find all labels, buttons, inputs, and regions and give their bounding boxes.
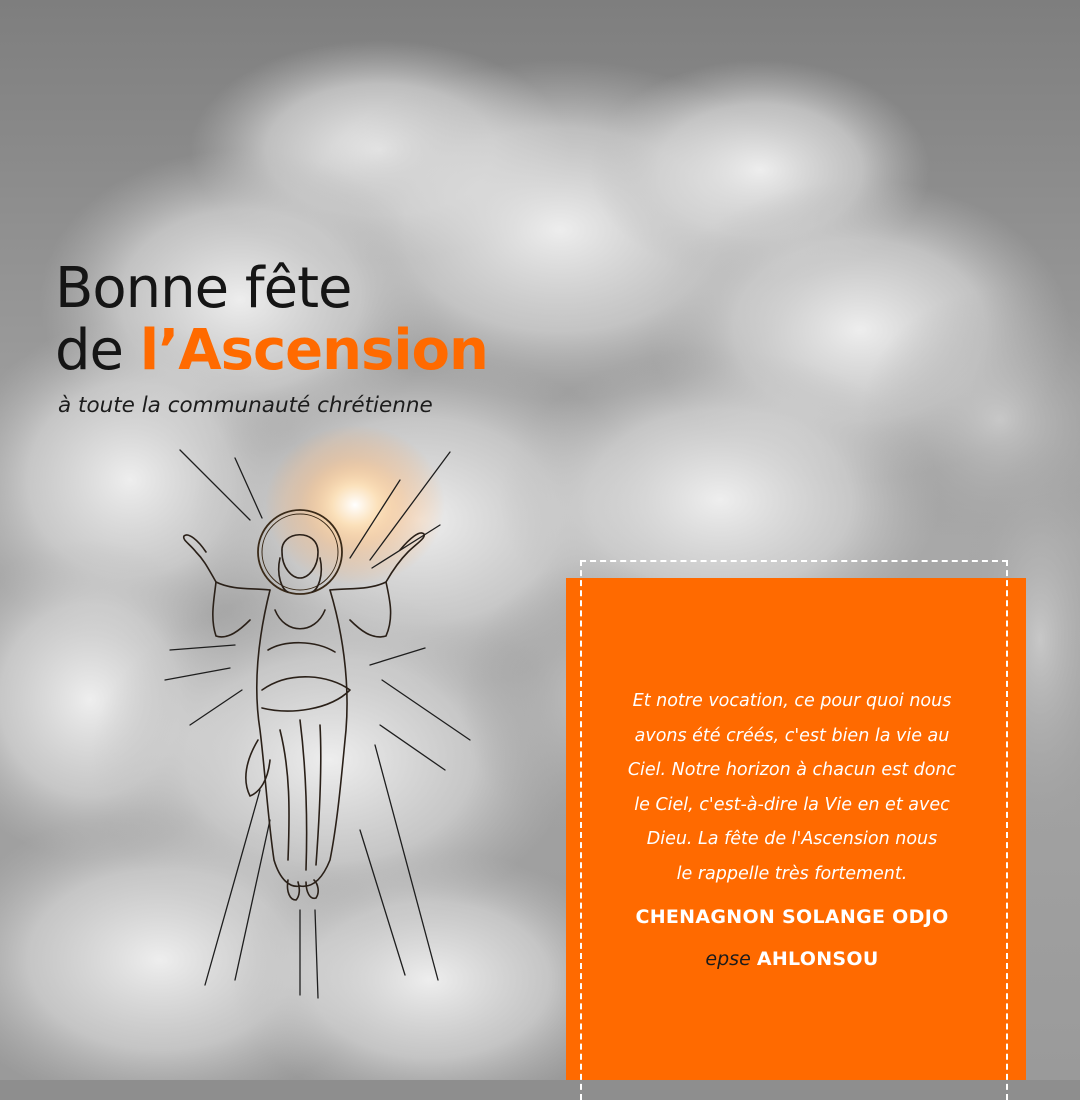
greeting-title <box>55 258 575 382</box>
greeting-subtitle: à toute la communauté chrétienne <box>58 393 433 418</box>
title-prefix: de <box>55 318 140 383</box>
title-line-1: Bonne fête <box>55 256 352 321</box>
ascension-christ-icon <box>150 440 490 1000</box>
author-surname: AHLONSOU <box>756 948 879 970</box>
quote-text <box>592 684 992 891</box>
title-highlight: l’Ascension <box>139 318 488 383</box>
quote-line: le rappelle très fortement. <box>676 863 908 884</box>
author-name: CHENAGNON SOLANGE ODJO <box>635 906 949 928</box>
quote-line: Ciel. Notre horizon à chacun est donc <box>627 760 957 780</box>
quote-line: Et notre vocation, ce pour quoi nous <box>632 691 952 711</box>
title-line-2 <box>55 320 575 382</box>
quote-line: le Ciel, c'est-à-dire la Vie en et avec <box>634 794 950 815</box>
quote-line: avons été créés, c'est bien la vie au <box>634 725 950 746</box>
author-married-name <box>592 948 992 970</box>
quote-line: Dieu. La fête de l'Ascension nous <box>646 829 938 849</box>
author-epse: epse <box>705 948 751 970</box>
